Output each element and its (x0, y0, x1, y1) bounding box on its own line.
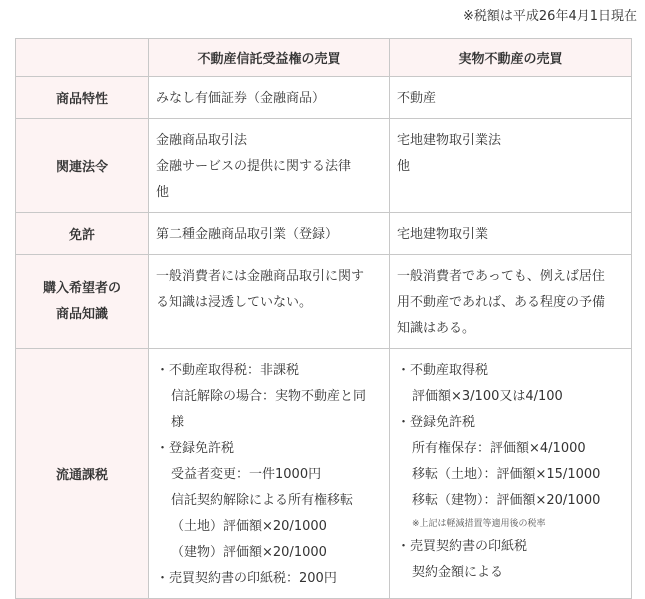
indented-line: （建物）評価額×20/1000 (171, 545, 327, 560)
cell-line: 他 (156, 185, 170, 200)
table-row (16, 77, 632, 119)
cell-line: 知識はある。 (397, 321, 476, 336)
bullet-line: ・登録免許税 (397, 415, 476, 430)
bullet-line: ・登録免許税 (156, 441, 235, 456)
row-header-license: 免許 (16, 213, 149, 255)
cell-product-col1 (149, 77, 390, 119)
column-header-physical-real-estate: 実物不動産の売買 (390, 39, 632, 77)
indented-line: 所有権保存：評価額×4/1000 (412, 441, 586, 456)
cell-license-col2 (390, 213, 632, 255)
cell-line: 一般消費者には金融商品取引に関す (156, 269, 365, 284)
row-header-tax: 流通課税 (16, 349, 149, 599)
cell-knowledge-col1 (149, 255, 390, 349)
cell-line: 金融商品取引法 (156, 133, 248, 148)
cell-line: 一般消費者であっても、例えば居住 (397, 269, 605, 284)
row-header-knowledge (16, 255, 149, 349)
cell-line: る知識は浸透していない。 (156, 295, 313, 310)
cell-line: 用不動産であれば、ある程度の予備 (397, 295, 606, 310)
cell-line: 他 (397, 159, 411, 174)
cell-tax-col2 (390, 349, 632, 599)
cell-knowledge-col2 (390, 255, 632, 349)
table-row (16, 119, 632, 213)
column-header-trust-beneficiary: 不動産信託受益権の売買 (149, 39, 390, 77)
table-row (16, 255, 632, 349)
cell-line: みなし有価証券（金融商品） (156, 91, 326, 106)
cell-license-col1 (149, 213, 390, 255)
indented-line: 移転（建物）：評価額×20/1000 (412, 493, 601, 508)
table-row (16, 349, 632, 599)
bullet-line: ・売買契約書の印紙税 (397, 539, 528, 554)
cell-law-col1 (149, 119, 390, 213)
bullet-line: ・不動産取得税 (397, 363, 489, 378)
cell-line: 金融サービスの提供に関する法律 (156, 159, 352, 174)
indented-line: 契約金額による (412, 565, 504, 580)
comparison-table (15, 38, 632, 599)
indented-line: 信託解除の場合：実物不動産と同 (171, 389, 367, 404)
header-row (16, 39, 632, 77)
table-row (16, 213, 632, 255)
indented-line: 信託契約解除による所有権移転 (171, 493, 354, 508)
tax-date-note: ※税額は平成26年4月1日現在 (463, 9, 637, 24)
cell-product-col2 (390, 77, 632, 119)
cell-line: 不動産 (397, 91, 437, 106)
row-header-law: 関連法令 (16, 119, 149, 213)
row-header-line: 購入希望者の (42, 280, 121, 296)
indented-line: 受益者変更：一件1000円 (171, 467, 322, 482)
indented-line: （土地）評価額×20/1000 (171, 519, 327, 534)
cell-line: 宅地建物取引業法 (397, 133, 502, 148)
cell-line: 宅地建物取引業 (397, 227, 489, 242)
corner-cell (16, 39, 149, 77)
cell-law-col2 (390, 119, 632, 213)
cell-line: 第二種金融商品取引業（登録） (156, 227, 339, 242)
bullet-line: ・売買契約書の印紙税：200円 (156, 571, 337, 586)
indented-line: 様 (171, 415, 185, 430)
indented-line: 移転（土地）：評価額×15/1000 (412, 467, 601, 482)
bullet-line: ・不動産取得税：非課税 (156, 363, 300, 378)
row-header-product: 商品特性 (16, 77, 149, 119)
cell-tax-col1 (149, 349, 390, 599)
row-header-line: 商品知識 (55, 306, 108, 322)
indented-line: 評価額×3/100又は4/100 (412, 389, 563, 404)
reduced-rate-note: ※上記は軽減措置等適用後の税率 (412, 519, 546, 529)
